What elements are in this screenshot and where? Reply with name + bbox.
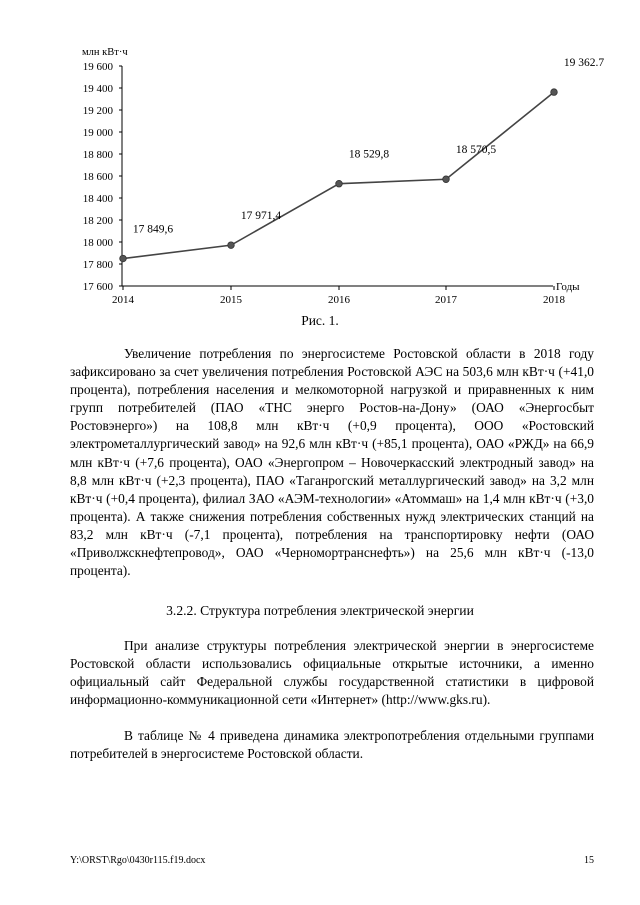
data-point bbox=[443, 176, 450, 183]
y-tick-label: 19 200 bbox=[82, 105, 113, 117]
x-tick-label: 2014 bbox=[112, 294, 134, 306]
y-tick-label: 17 800 bbox=[82, 259, 113, 271]
data-label: 17 849,6 bbox=[132, 223, 174, 236]
y-axis-label: млн кВт·ч bbox=[82, 47, 128, 58]
x-axis-label: Годы bbox=[556, 281, 580, 293]
data-point bbox=[120, 255, 127, 262]
y-tick-label: 19 600 bbox=[82, 61, 113, 73]
series-line bbox=[123, 92, 554, 258]
section-heading: 3.2.2. Структура потребления электрической энергии bbox=[166, 603, 474, 618]
data-label: 18 529,8 bbox=[348, 148, 390, 161]
consumption-line-chart bbox=[0, 0, 640, 312]
x-tick-label: 2018 bbox=[543, 294, 565, 306]
x-tick-label: 2015 bbox=[220, 294, 242, 306]
y-tick-label: 18 600 bbox=[82, 171, 113, 183]
x-tick-label: 2016 bbox=[328, 294, 350, 306]
y-tick-label: 18 200 bbox=[82, 215, 113, 227]
paragraph-consumption-growth: Увеличение потребления по энергосистеме Ростовской области в 2018 году зафиксировано за счет увеличения потребления Ростовской АЭС на 503,6 млн кВт·ч (+41,0 процента), потребления населения и мелкомоторной нагрузкой и приравненных к ним групп потребителей (ПАО «ТНС энерго Ростов-на-Дону» (ОАО «Энергосбыт Ростовэнерго») на 108,8 млн кВт·ч (+0,9 процента), ООО «Ростовский электрометаллургический завод» на 92,6 млн кВт·ч (+85,1 процента), ОАО «РЖД» на 66,9 млн кВт·ч (+7,6 процента), ОАО «Энергопром – Новочеркасский электродный завод» на 8,8 млн кВт·ч (+2,3 процента), ПАО «Таганрогский металлургический завод» на 3,2 млн кВт·ч (+0,4 процента), филиал ЗАО «АЭМ-технологии» «Атоммаш» на 1,4 млн кВт·ч (+3,0 процента). А также снижения потребления собственных нужд электрических станций на 83,2 млн кВт·ч (-7,1 процента), потребления на транспортировку нефти (ОАО «Приволжскнефтепровод», ОАО «Черномортранснефть») на 25,6 млн кВт·ч (-13,0 процента). bbox=[70, 346, 594, 579]
data-label: 18 570,5 bbox=[455, 144, 497, 157]
y-tick-label: 18 800 bbox=[82, 149, 113, 161]
y-tick-label: 18 400 bbox=[82, 193, 113, 205]
data-label: 17 971,4 bbox=[240, 210, 282, 223]
footer-file-path: Y:\ORST\Rgo\0430r115.f19.docx bbox=[70, 855, 206, 866]
data-label: 19 362.7 bbox=[563, 57, 605, 70]
data-point bbox=[336, 180, 343, 187]
x-tick-label: 2017 bbox=[435, 294, 457, 306]
y-tick-label: 17 600 bbox=[82, 281, 113, 293]
y-tick-label: 18 000 bbox=[82, 237, 113, 249]
y-tick-label: 19 400 bbox=[82, 83, 113, 95]
paragraph-table-reference: В таблице № 4 приведена динамика электропотребления отдельными группами потребителей в энергосистеме Ростовской области. bbox=[70, 728, 594, 762]
page-number: 15 bbox=[584, 855, 594, 866]
figure-caption: Рис. 1. bbox=[301, 313, 339, 328]
data-point bbox=[228, 242, 235, 249]
paragraph-sources: При анализе структуры потребления электрической энергии в энергосистеме Ростовской области использовались официальные открытые источники, а именно официальный сайт Федеральной службы государственной статистики в цифровой информационно-коммуникационной сети «Интернет» (http://www.gks.ru). bbox=[70, 638, 594, 708]
data-point bbox=[551, 89, 558, 96]
y-tick-label: 19 000 bbox=[82, 127, 113, 139]
